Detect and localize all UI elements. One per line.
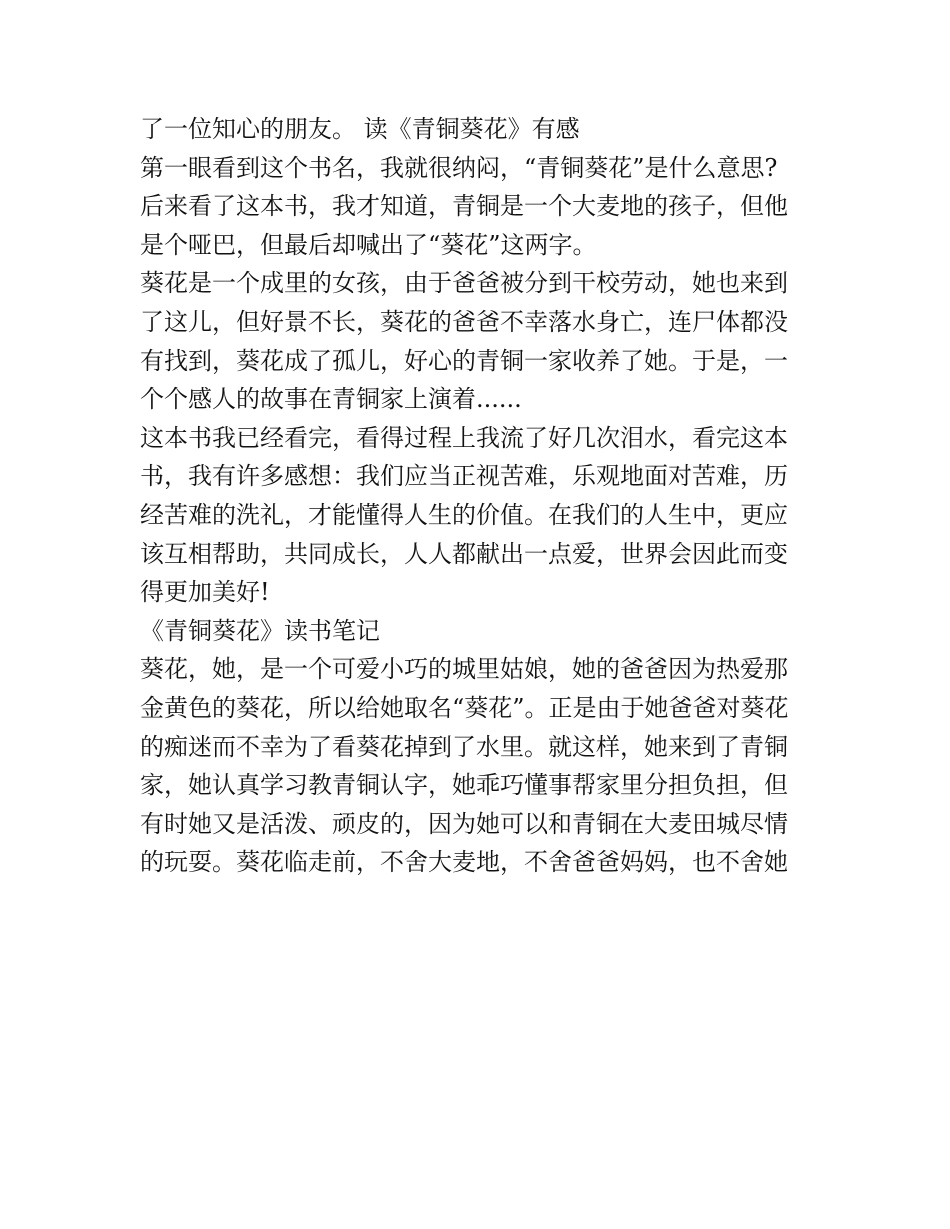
text-line-6: 了这儿，但好景不长，葵花的爸爸不幸落水身亡，连尸体都没	[140, 307, 788, 336]
text-line-12: 该互相帮助，共同成长，人人都献出一点爱，世界会因此而变	[140, 539, 788, 568]
text-line-8: 个个感人的故事在青铜家上演着......	[140, 385, 522, 414]
text-line-9: 这本书我已经看完，看得过程上我流了好几次泪水，看完这本	[140, 423, 788, 452]
text-line-3: 后来看了这本书，我才知道，青铜是一个大麦地的孩子，但他	[140, 192, 788, 221]
text-line-20: 的玩耍。葵花临走前，不舍大麦地，不舍爸爸妈妈，也不舍她	[140, 848, 788, 877]
text-line-5: 葵花是一个成里的女孩，由于爸爸被分到干校劳动，她也来到	[140, 269, 788, 298]
text-line-13: 得更加美好!	[140, 578, 270, 607]
text-line-1: 了一位知心的朋友。 读《青铜葵花》有感	[140, 115, 580, 143]
text-line-2: 第一眼看到这个书名，我就很纳闷，“青铜葵花”是什么意思?	[140, 153, 778, 182]
text-line-11: 经苦难的洗礼，才能懂得人生的价值。在我们的人生中，更应	[140, 500, 788, 529]
text-line-4: 是个哑巴，但最后却喊出了“葵花”这两字。	[140, 230, 597, 259]
text-line-17: 的痴迷而不幸为了看葵花掉到了水里。就这样，她来到了青铜	[140, 732, 788, 761]
section-heading: 《青铜葵花》读书笔记	[140, 616, 380, 645]
text-line-16: 金黄色的葵花，所以给她取名“葵花”。正是由于她爸爸对葵花	[140, 693, 789, 722]
text-line-10: 书，我有许多感想：我们应当正视苦难，乐观地面对苦难，历	[140, 462, 788, 491]
text-line-18: 家，她认真学习教青铜认字，她乖巧懂事帮家里分担负担，但	[140, 771, 788, 800]
text-line-19: 有时她又是活泼、顽皮的，因为她可以和青铜在大麦田城尽情	[140, 809, 788, 838]
document-body	[140, 110, 820, 882]
text-line-15: 葵花，她，是一个可爱小巧的城里姑娘，她的爸爸因为热爱那	[140, 655, 788, 684]
text-line-7: 有找到，葵花成了孤儿，好心的青铜一家收养了她。于是，一	[140, 346, 788, 375]
